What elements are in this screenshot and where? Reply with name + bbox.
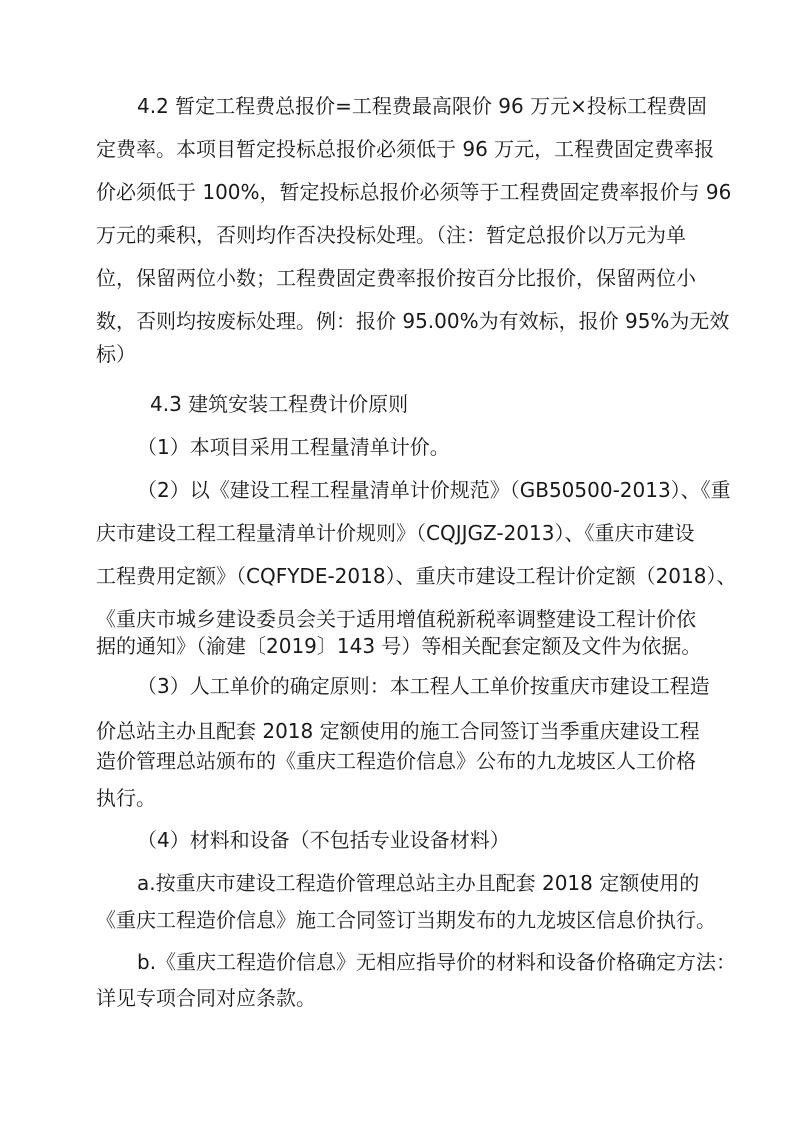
item-4-b-line-2: 详见专项合同对应条款。 (96, 986, 316, 1010)
paragraph-4-2-line-3: 价必须低于 100%，暂定投标总报价必须等于工程费固定费率报价与 96 (96, 180, 732, 204)
item-4-b-line-1: b.《重庆工程造价信息》无相应指导价的材料和设备价格确定方法： (137, 950, 737, 974)
item-2-line-4: 《重庆市城乡建设委员会关于适用增值税新税率调整建设工程计价依 (96, 607, 696, 631)
item-1: （1）本项目采用工程量清单计价。 (137, 435, 450, 459)
item-2-line-1: （2）以《建设工程工程量清单计价规范》（GB50500-2013）、《重 (137, 478, 731, 502)
item-4-a-line-2: 《重庆工程造价信息》施工合同签订当期发布的九龙坡区信息价执行。 (96, 908, 716, 932)
item-4-heading: （4）材料和设备（不包括专业设备材料） (137, 828, 510, 852)
item-4-a-line-1: a.按重庆市建设工程造价管理总站主办且配套 2018 定额使用的 (137, 871, 700, 895)
item-3-line-2: 价总站主办且配套 2018 定额使用的施工合同签订当季重庆建设工程 (96, 719, 700, 743)
paragraph-4-2-line-2: 定费率。本项目暂定投标总报价必须低于 96 万元，工程费固定费率报 (96, 137, 715, 161)
item-2-line-5: 据的通知》（渝建〔2019〕143 号）等相关配套定额及文件为依据。 (96, 634, 702, 658)
item-2-line-2: 庆市建设工程工程量清单计价规则》（CQJJGZ-2013）、《重庆市建设 (96, 521, 695, 545)
paragraph-4-2-line-4: 万元的乘积，否则均作否决投标处理。（注：暂定总报价以万元为单 (96, 223, 686, 247)
paragraph-4-2-line-6: 数，否则均按废标处理。例：报价 95.00%为有效标，报价 95%为无效 (96, 309, 730, 333)
paragraph-4-2-line-5: 位，保留两位小数；工程费固定费率报价按百分比报价，保留两位小 (96, 266, 696, 290)
item-2-line-3: 工程费用定额》（CQFYDE-2018）、重庆市建设工程计价定额（2018）、 (96, 564, 737, 588)
item-3-line-3: 造价管理总站颁布的《重庆工程造价信息》公布的九龙坡区人工价格 (96, 749, 696, 773)
paragraph-4-2-line-1: 4.2 暂定工程费总报价=工程费最高限价 96 万元×投标工程费固 (137, 94, 707, 118)
item-3-line-1: （3）人工单价的确定原则：本工程人工单价按重庆市建设工程造 (137, 674, 710, 698)
item-3-line-4: 执行。 (96, 786, 156, 810)
section-4-3-heading: 4.3 建筑安装工程费计价原则 (150, 392, 409, 416)
paragraph-4-2-line-7: 标） (96, 342, 136, 366)
